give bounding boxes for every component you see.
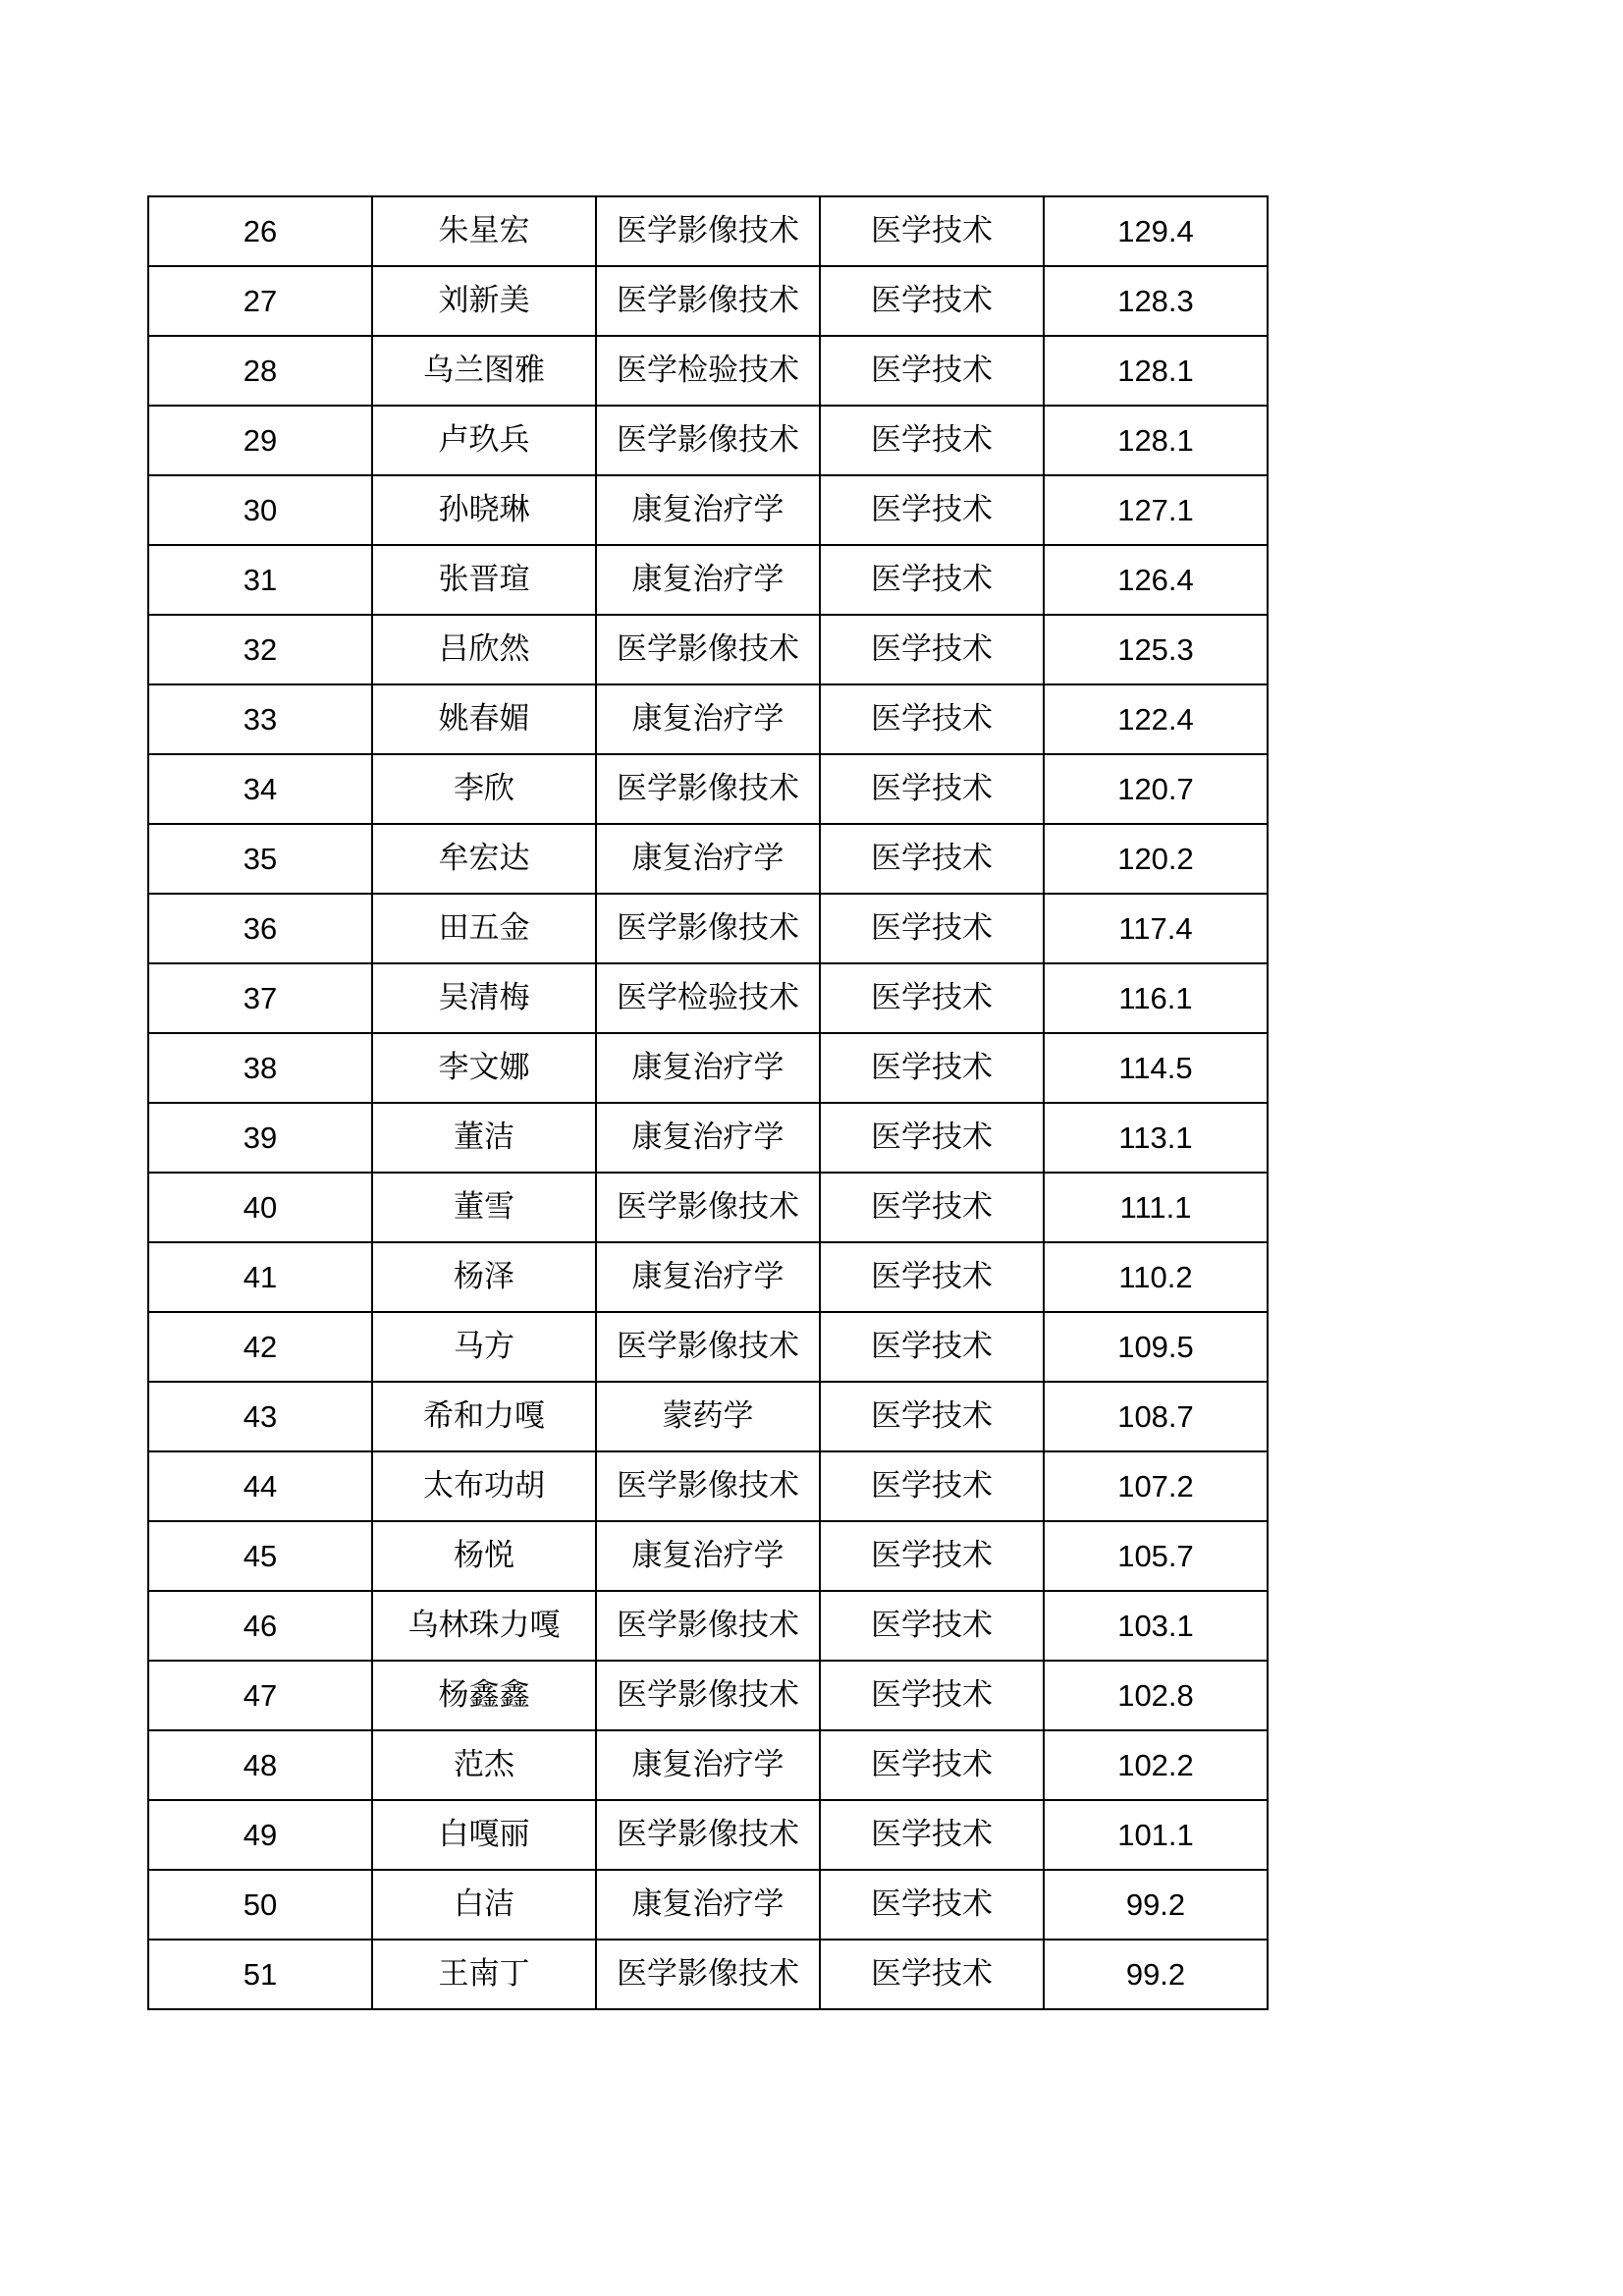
major-cell: 康复治疗学 bbox=[596, 1103, 820, 1173]
score-cell: 99.2 bbox=[1044, 1870, 1268, 1940]
table-row bbox=[148, 684, 1268, 754]
row-number-cell: 48 bbox=[148, 1730, 372, 1800]
table-row bbox=[148, 1591, 1268, 1661]
student-name-cell: 白嘎丽 bbox=[372, 1800, 596, 1870]
category-cell: 医学技术 bbox=[820, 1451, 1044, 1521]
row-number-cell: 43 bbox=[148, 1382, 372, 1451]
table-row bbox=[148, 1242, 1268, 1312]
category-cell: 医学技术 bbox=[820, 1382, 1044, 1451]
category-cell: 医学技术 bbox=[820, 963, 1044, 1033]
category-cell: 医学技术 bbox=[820, 196, 1044, 266]
table-row bbox=[148, 754, 1268, 824]
student-name-cell: 太布功胡 bbox=[372, 1451, 596, 1521]
row-number-cell: 34 bbox=[148, 754, 372, 824]
row-number-cell: 33 bbox=[148, 684, 372, 754]
row-number-cell: 37 bbox=[148, 963, 372, 1033]
category-cell: 医学技术 bbox=[820, 1870, 1044, 1940]
student-name-cell: 杨鑫鑫 bbox=[372, 1661, 596, 1730]
major-cell: 康复治疗学 bbox=[596, 1033, 820, 1103]
category-cell: 医学技术 bbox=[820, 406, 1044, 475]
table-row bbox=[148, 545, 1268, 615]
student-name-cell: 刘新美 bbox=[372, 266, 596, 336]
score-cell: 108.7 bbox=[1044, 1382, 1268, 1451]
row-number-cell: 38 bbox=[148, 1033, 372, 1103]
score-cell: 102.2 bbox=[1044, 1730, 1268, 1800]
table-row bbox=[148, 266, 1268, 336]
major-cell: 康复治疗学 bbox=[596, 1870, 820, 1940]
category-cell: 医学技术 bbox=[820, 1800, 1044, 1870]
category-cell: 医学技术 bbox=[820, 1940, 1044, 2009]
row-number-cell: 39 bbox=[148, 1103, 372, 1173]
student-name-cell: 范杰 bbox=[372, 1730, 596, 1800]
row-number-cell: 35 bbox=[148, 824, 372, 894]
score-cell: 114.5 bbox=[1044, 1033, 1268, 1103]
table-row bbox=[148, 1103, 1268, 1173]
table-row bbox=[148, 406, 1268, 475]
major-cell: 康复治疗学 bbox=[596, 1521, 820, 1591]
major-cell: 康复治疗学 bbox=[596, 824, 820, 894]
row-number-cell: 26 bbox=[148, 196, 372, 266]
score-cell: 101.1 bbox=[1044, 1800, 1268, 1870]
row-number-cell: 27 bbox=[148, 266, 372, 336]
row-number-cell: 28 bbox=[148, 336, 372, 406]
table-row bbox=[148, 1173, 1268, 1242]
score-cell: 107.2 bbox=[1044, 1451, 1268, 1521]
table-row bbox=[148, 1800, 1268, 1870]
score-cell: 122.4 bbox=[1044, 684, 1268, 754]
major-cell: 医学影像技术 bbox=[596, 1940, 820, 2009]
major-cell: 蒙药学 bbox=[596, 1382, 820, 1451]
table-row bbox=[148, 196, 1268, 266]
row-number-cell: 36 bbox=[148, 894, 372, 963]
score-cell: 128.1 bbox=[1044, 336, 1268, 406]
student-name-cell: 李欣 bbox=[372, 754, 596, 824]
major-cell: 医学影像技术 bbox=[596, 1312, 820, 1382]
student-name-cell: 董洁 bbox=[372, 1103, 596, 1173]
table-row bbox=[148, 963, 1268, 1033]
major-cell: 医学影像技术 bbox=[596, 1661, 820, 1730]
student-name-cell: 卢玖兵 bbox=[372, 406, 596, 475]
row-number-cell: 45 bbox=[148, 1521, 372, 1591]
student-name-cell: 乌林珠力嘎 bbox=[372, 1591, 596, 1661]
category-cell: 医学技术 bbox=[820, 1103, 1044, 1173]
score-cell: 128.1 bbox=[1044, 406, 1268, 475]
major-cell: 医学检验技术 bbox=[596, 336, 820, 406]
student-name-cell: 孙晓琳 bbox=[372, 475, 596, 545]
score-cell: 126.4 bbox=[1044, 545, 1268, 615]
category-cell: 医学技术 bbox=[820, 475, 1044, 545]
student-name-cell: 李文娜 bbox=[372, 1033, 596, 1103]
student-name-cell: 张晋瑄 bbox=[372, 545, 596, 615]
student-name-cell: 田五金 bbox=[372, 894, 596, 963]
row-number-cell: 46 bbox=[148, 1591, 372, 1661]
category-cell: 医学技术 bbox=[820, 1033, 1044, 1103]
category-cell: 医学技术 bbox=[820, 1312, 1044, 1382]
row-number-cell: 31 bbox=[148, 545, 372, 615]
table-row bbox=[148, 824, 1268, 894]
category-cell: 医学技术 bbox=[820, 1661, 1044, 1730]
row-number-cell: 29 bbox=[148, 406, 372, 475]
table-row bbox=[148, 1940, 1268, 2009]
table-row bbox=[148, 1661, 1268, 1730]
table-row bbox=[148, 336, 1268, 406]
category-cell: 医学技术 bbox=[820, 1242, 1044, 1312]
major-cell: 医学影像技术 bbox=[596, 1451, 820, 1521]
student-name-cell: 吕欣然 bbox=[372, 615, 596, 684]
student-name-cell: 白洁 bbox=[372, 1870, 596, 1940]
row-number-cell: 41 bbox=[148, 1242, 372, 1312]
major-cell: 医学影像技术 bbox=[596, 406, 820, 475]
row-number-cell: 44 bbox=[148, 1451, 372, 1521]
score-cell: 110.2 bbox=[1044, 1242, 1268, 1312]
table-row bbox=[148, 1451, 1268, 1521]
row-number-cell: 30 bbox=[148, 475, 372, 545]
major-cell: 医学影像技术 bbox=[596, 1591, 820, 1661]
table-row bbox=[148, 1382, 1268, 1451]
category-cell: 医学技术 bbox=[820, 754, 1044, 824]
table-row bbox=[148, 1870, 1268, 1940]
score-cell: 128.3 bbox=[1044, 266, 1268, 336]
major-cell: 康复治疗学 bbox=[596, 545, 820, 615]
score-cell: 129.4 bbox=[1044, 196, 1268, 266]
major-cell: 康复治疗学 bbox=[596, 1730, 820, 1800]
student-name-cell: 杨泽 bbox=[372, 1242, 596, 1312]
row-number-cell: 50 bbox=[148, 1870, 372, 1940]
student-name-cell: 朱星宏 bbox=[372, 196, 596, 266]
score-cell: 125.3 bbox=[1044, 615, 1268, 684]
category-cell: 医学技术 bbox=[820, 824, 1044, 894]
category-cell: 医学技术 bbox=[820, 615, 1044, 684]
row-number-cell: 40 bbox=[148, 1173, 372, 1242]
major-cell: 医学影像技术 bbox=[596, 615, 820, 684]
score-cell: 120.7 bbox=[1044, 754, 1268, 824]
student-name-cell: 希和力嘎 bbox=[372, 1382, 596, 1451]
score-cell: 117.4 bbox=[1044, 894, 1268, 963]
student-name-cell: 乌兰图雅 bbox=[372, 336, 596, 406]
score-cell: 113.1 bbox=[1044, 1103, 1268, 1173]
major-cell: 医学影像技术 bbox=[596, 1800, 820, 1870]
score-cell: 105.7 bbox=[1044, 1521, 1268, 1591]
major-cell: 医学影像技术 bbox=[596, 754, 820, 824]
major-cell: 医学检验技术 bbox=[596, 963, 820, 1033]
table-row bbox=[148, 615, 1268, 684]
row-number-cell: 51 bbox=[148, 1940, 372, 2009]
major-cell: 康复治疗学 bbox=[596, 684, 820, 754]
student-name-cell: 姚春媚 bbox=[372, 684, 596, 754]
table-row bbox=[148, 1312, 1268, 1382]
category-cell: 医学技术 bbox=[820, 1591, 1044, 1661]
score-cell: 127.1 bbox=[1044, 475, 1268, 545]
row-number-cell: 42 bbox=[148, 1312, 372, 1382]
student-name-cell: 董雪 bbox=[372, 1173, 596, 1242]
major-cell: 康复治疗学 bbox=[596, 1242, 820, 1312]
student-name-cell: 牟宏达 bbox=[372, 824, 596, 894]
category-cell: 医学技术 bbox=[820, 1730, 1044, 1800]
major-cell: 医学影像技术 bbox=[596, 196, 820, 266]
row-number-cell: 47 bbox=[148, 1661, 372, 1730]
table-row bbox=[148, 894, 1268, 963]
score-table-body bbox=[148, 196, 1268, 2009]
category-cell: 医学技术 bbox=[820, 545, 1044, 615]
category-cell: 医学技术 bbox=[820, 1173, 1044, 1242]
student-name-cell: 杨悦 bbox=[372, 1521, 596, 1591]
score-cell: 103.1 bbox=[1044, 1591, 1268, 1661]
category-cell: 医学技术 bbox=[820, 336, 1044, 406]
student-name-cell: 马方 bbox=[372, 1312, 596, 1382]
score-cell: 120.2 bbox=[1044, 824, 1268, 894]
major-cell: 医学影像技术 bbox=[596, 894, 820, 963]
score-table bbox=[147, 195, 1269, 2010]
score-cell: 109.5 bbox=[1044, 1312, 1268, 1382]
student-name-cell: 王南丁 bbox=[372, 1940, 596, 2009]
table-row bbox=[148, 1730, 1268, 1800]
score-cell: 99.2 bbox=[1044, 1940, 1268, 2009]
score-cell: 116.1 bbox=[1044, 963, 1268, 1033]
score-cell: 111.1 bbox=[1044, 1173, 1268, 1242]
score-cell: 102.8 bbox=[1044, 1661, 1268, 1730]
row-number-cell: 32 bbox=[148, 615, 372, 684]
category-cell: 医学技术 bbox=[820, 684, 1044, 754]
major-cell: 医学影像技术 bbox=[596, 1173, 820, 1242]
major-cell: 医学影像技术 bbox=[596, 266, 820, 336]
category-cell: 医学技术 bbox=[820, 1521, 1044, 1591]
row-number-cell: 49 bbox=[148, 1800, 372, 1870]
student-name-cell: 吴清梅 bbox=[372, 963, 596, 1033]
table-row bbox=[148, 475, 1268, 545]
major-cell: 康复治疗学 bbox=[596, 475, 820, 545]
category-cell: 医学技术 bbox=[820, 266, 1044, 336]
table-row bbox=[148, 1033, 1268, 1103]
table-row bbox=[148, 1521, 1268, 1591]
category-cell: 医学技术 bbox=[820, 894, 1044, 963]
